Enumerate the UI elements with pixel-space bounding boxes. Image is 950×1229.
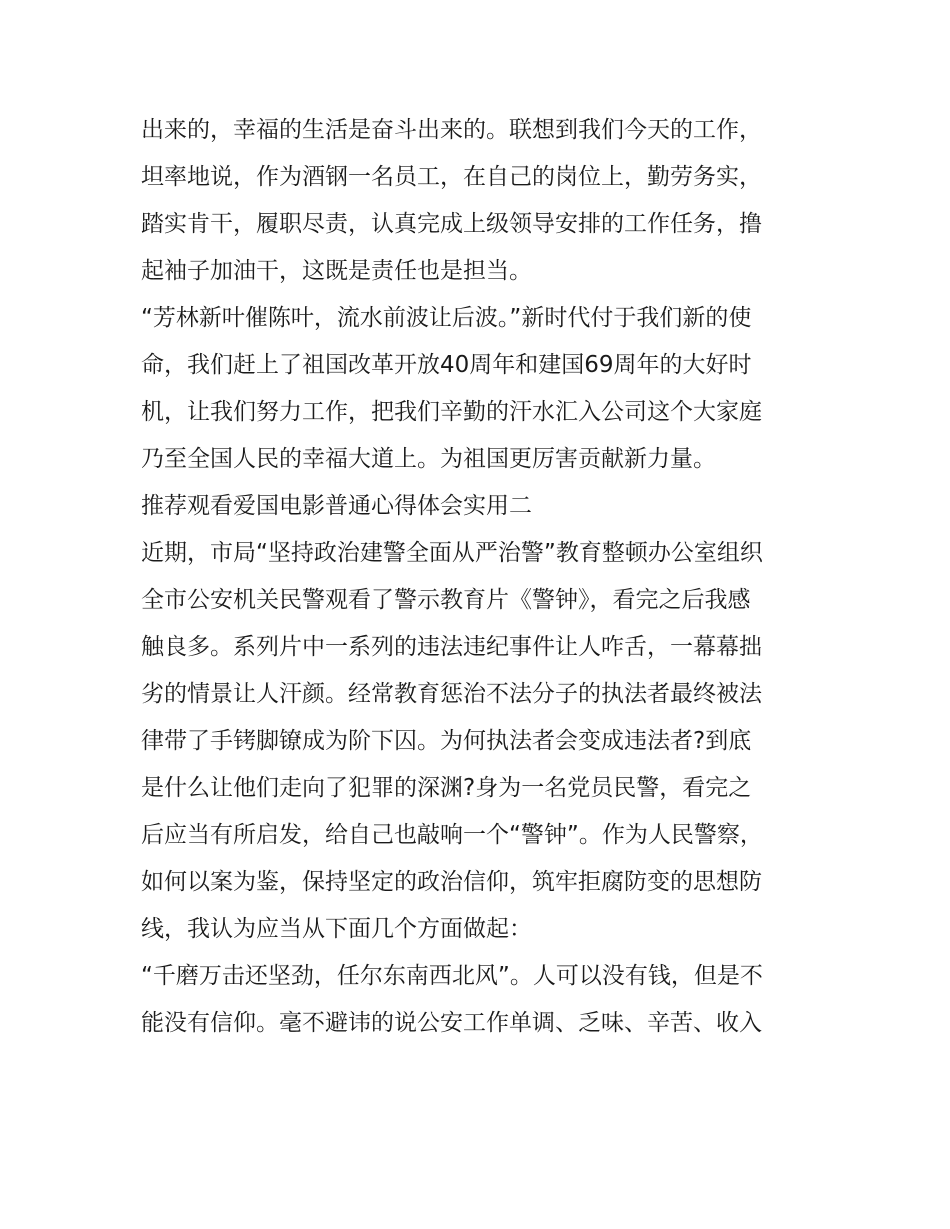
text-line: 近期，市局“坚持政治建警全面从严治警”教育整顿办公室组织: [141, 540, 763, 566]
text-line: 律带了手铐脚镣成为阶下囚。为何执法者会变成违法者?到底: [141, 728, 752, 754]
section-heading: 推荐观看爱国电影普通心得体会实用二: [141, 493, 532, 519]
text-line: 能没有信仰。毫不避讳的说公安工作单调、乏味、辛苦、收入: [141, 1010, 762, 1036]
text-line: “千磨万击还坚劲，任尔东南西北风”。人可以没有钱，但是不: [141, 963, 763, 989]
text-line: 后应当有所启发，给自己也敲响一个“警钟”。作为人民警察，: [141, 822, 763, 848]
text-line: “芳林新叶催陈叶，流水前波让后波。”新时代付于我们新的使: [141, 305, 752, 331]
text-line: 坦率地说，作为酒钢一名员工，在自己的岗位上，勤劳务实，: [141, 164, 762, 190]
text-line: 命，我们赶上了祖国改革开放40周年和建国69周年的大好时: [141, 352, 752, 378]
text-line: 踏实肯干，履职尽责，认真完成上级领导安排的工作任务，撸: [141, 211, 762, 237]
text-line: 线，我认为应当从下面几个方面做起：: [141, 916, 532, 942]
text-line: 触良多。系列片中一系列的违法违纪事件让人咋舌，一幕幕拙: [141, 634, 762, 660]
text-line: 是什么让他们走向了犯罪的深渊?身为一名党员民警，看完之: [141, 775, 752, 801]
text-line: 机，让我们努力工作，把我们辛勤的汗水汇入公司这个大家庭: [141, 399, 762, 425]
text-line: 乃至全国人民的幸福大道上。为祖国更厉害贡献新力量。: [141, 446, 716, 472]
text-line: 如何以案为鉴，保持坚定的政治信仰，筑牢拒腐防变的思想防: [141, 869, 762, 895]
text-line: 出来的，幸福的生活是奋斗出来的。联想到我们今天的工作，: [141, 117, 762, 143]
text-line: 劣的情景让人汗颜。经常教育惩治不法分子的执法者最终被法: [141, 681, 762, 707]
document-body: [141, 107, 821, 1047]
text-line: 起袖子加油干，这既是责任也是担当。: [141, 258, 532, 284]
text-line: 全市公安机关民警观看了警示教育片《警钟》，看完之后我感: [141, 587, 751, 613]
